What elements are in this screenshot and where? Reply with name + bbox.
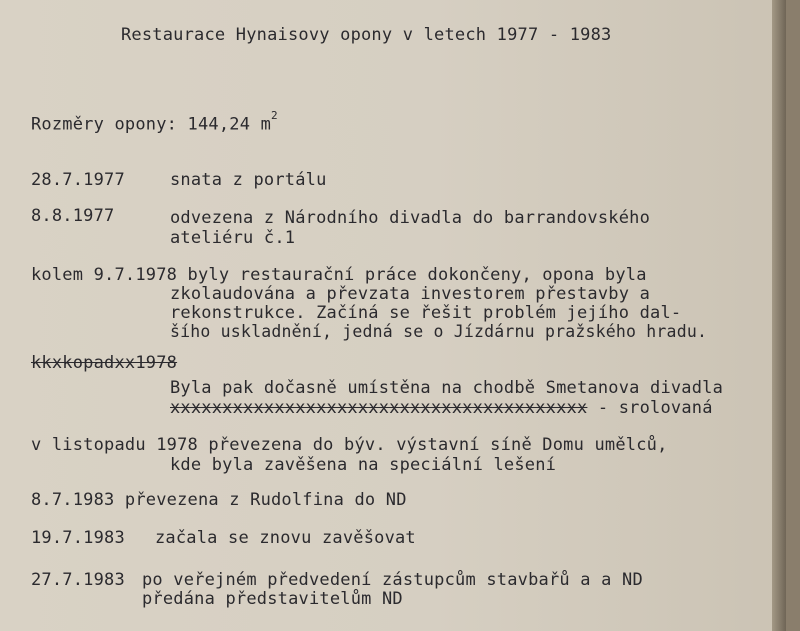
entry-text: 8.7.1983 převezena z Rudolfina do ND — [31, 490, 407, 510]
entry-text: - srolovaná — [587, 398, 713, 418]
entry-text: ateliéru č.1 — [170, 228, 296, 248]
entry-text: po veřejném předvedení zástupcům stavbařů a a ND — [142, 570, 643, 590]
entry-text: odvezena z Národního divadla do barrandovského — [170, 208, 651, 228]
struck-out-text: xxxxxxxxxxxxxxxxxxxxxxxxxxxxxxxxxxxxxxxx — [170, 398, 588, 418]
entry-text: šího uskladnění, jedná se o Jízdárnu pražského hradu. — [170, 322, 708, 341]
entry-text: zkolaudována a převzata investorem přestavby a — [170, 284, 651, 304]
entry-date: 27.7.1983 — [31, 570, 125, 590]
entry-text: kde byla zavěšena na speciální lešení — [170, 455, 557, 475]
struck-line — [170, 398, 713, 418]
entry-date: 28.7.1977 — [31, 170, 125, 190]
document-title: Restaurace Hynaisovy opony v letech 1977 - 1983 — [121, 25, 612, 45]
entry-text: v listopadu 1978 převezena do býv. výstavní síně Domu umělců, — [31, 435, 668, 455]
entry-text: kolem 9.7.1978 byly restaurační práce dokončeny, opona byla — [31, 265, 647, 285]
page-edge — [772, 0, 786, 631]
entry-text: předána představitelům ND — [142, 589, 403, 609]
struck-out-text: kkxkopadxx1978 — [31, 353, 178, 373]
entry-date: 19.7.1983 — [31, 528, 125, 548]
entry-text: začala se znovu zavěšovat — [155, 528, 416, 548]
entry-text: Byla pak dočasně umístěna na chodbě Smetanova divadla — [170, 378, 724, 398]
entry-text: snata z portálu — [170, 170, 327, 190]
entry-text: rekonstrukce. Začíná se řešit problém jejího dal- — [170, 303, 682, 323]
curtain-dimensions: Rozměry opony: 144,24 $m^2$ — [31, 109, 278, 135]
square-superscript: 2 — [271, 109, 278, 122]
entry-date: 8.8.1977 — [31, 206, 115, 226]
